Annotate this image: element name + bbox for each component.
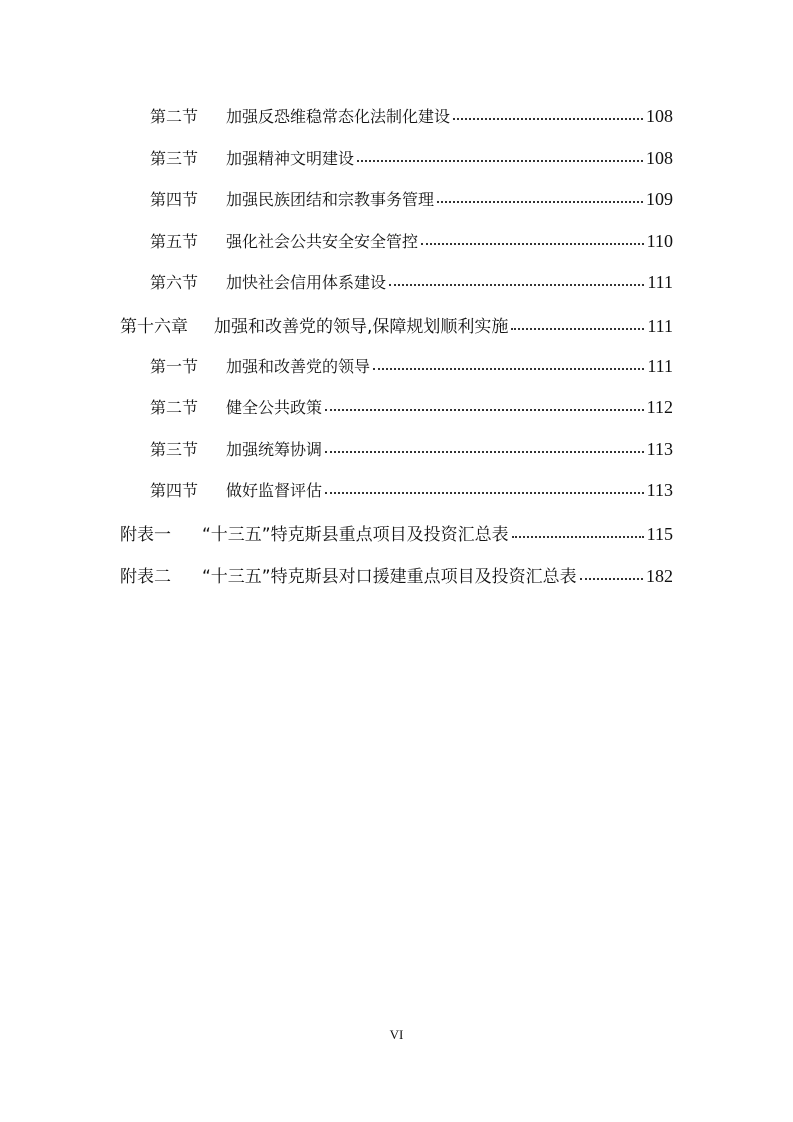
section-number: 第六节 bbox=[150, 273, 199, 292]
section-title: 加强精神文明建设 bbox=[226, 149, 355, 168]
section-title: 加强统筹协调 bbox=[226, 440, 323, 459]
section-number: 第四节 bbox=[150, 481, 199, 500]
appendix-title: “十三五”特克斯县对口援建重点项目及投资汇总表 bbox=[202, 567, 577, 587]
section-number: 第四节 bbox=[150, 190, 199, 209]
toc-entry[interactable] bbox=[150, 354, 673, 384]
dot-leader bbox=[325, 451, 644, 453]
toc-chapter-entry[interactable] bbox=[120, 312, 673, 342]
toc-entry[interactable] bbox=[150, 229, 673, 259]
page-footer-number: VI bbox=[389, 1027, 404, 1042]
appendix-number: 附表二 bbox=[120, 567, 171, 587]
page-number: 111 bbox=[647, 316, 673, 336]
section-number: 第二节 bbox=[150, 398, 199, 417]
toc-entry[interactable] bbox=[150, 478, 673, 508]
toc-appendix-entry[interactable] bbox=[120, 520, 673, 550]
dot-leader bbox=[389, 284, 644, 286]
page-number: 113 bbox=[646, 439, 673, 459]
section-title: 做好监督评估 bbox=[226, 481, 323, 500]
dot-leader bbox=[357, 160, 643, 162]
page-number: 108 bbox=[646, 148, 673, 168]
section-title: 加强反恐维稳常态化法制化建设 bbox=[226, 107, 451, 126]
dot-leader bbox=[437, 201, 643, 203]
page-number: 111 bbox=[647, 356, 673, 376]
dot-leader bbox=[325, 409, 644, 411]
page-number: 182 bbox=[646, 566, 673, 586]
toc-entry[interactable] bbox=[150, 437, 673, 467]
dot-leader bbox=[580, 578, 643, 580]
toc-entry[interactable] bbox=[150, 270, 673, 300]
section-number: 第一节 bbox=[150, 357, 199, 376]
dot-leader bbox=[325, 492, 644, 494]
section-title: 健全公共政策 bbox=[226, 398, 323, 417]
toc-entry[interactable] bbox=[150, 104, 673, 134]
toc-entry[interactable] bbox=[150, 146, 673, 176]
chapter-number: 第十六章 bbox=[120, 317, 188, 337]
dot-leader bbox=[421, 243, 644, 245]
appendix-title: “十三五”特克斯县重点项目及投资汇总表 bbox=[202, 525, 509, 545]
page-number: 112 bbox=[646, 397, 673, 417]
toc-entry[interactable] bbox=[150, 187, 673, 217]
dot-leader bbox=[512, 536, 644, 538]
section-number: 第三节 bbox=[150, 440, 199, 459]
page-number: 110 bbox=[646, 231, 673, 251]
dot-leader bbox=[453, 118, 643, 120]
section-number: 第二节 bbox=[150, 107, 199, 126]
section-number: 第三节 bbox=[150, 149, 199, 168]
section-title: 加快社会信用体系建设 bbox=[226, 273, 387, 292]
chapter-title: 加强和改善党的领导,保障规划顺利实施 bbox=[214, 317, 509, 337]
toc-entry[interactable] bbox=[150, 395, 673, 425]
dot-leader bbox=[511, 328, 644, 330]
toc-appendix-entry[interactable] bbox=[120, 562, 673, 592]
section-title: 加强和改善党的领导 bbox=[226, 357, 371, 376]
page-number: 109 bbox=[646, 189, 673, 209]
page-number: 108 bbox=[646, 106, 673, 126]
section-number: 第五节 bbox=[150, 232, 199, 251]
appendix-number: 附表一 bbox=[120, 525, 171, 545]
page-number: 111 bbox=[647, 272, 673, 292]
page-number: 113 bbox=[646, 480, 673, 500]
section-title: 强化社会公共安全安全管控 bbox=[226, 232, 419, 251]
section-title: 加强民族团结和宗教事务管理 bbox=[226, 190, 435, 209]
dot-leader bbox=[373, 368, 644, 370]
page-number: 115 bbox=[646, 524, 673, 544]
